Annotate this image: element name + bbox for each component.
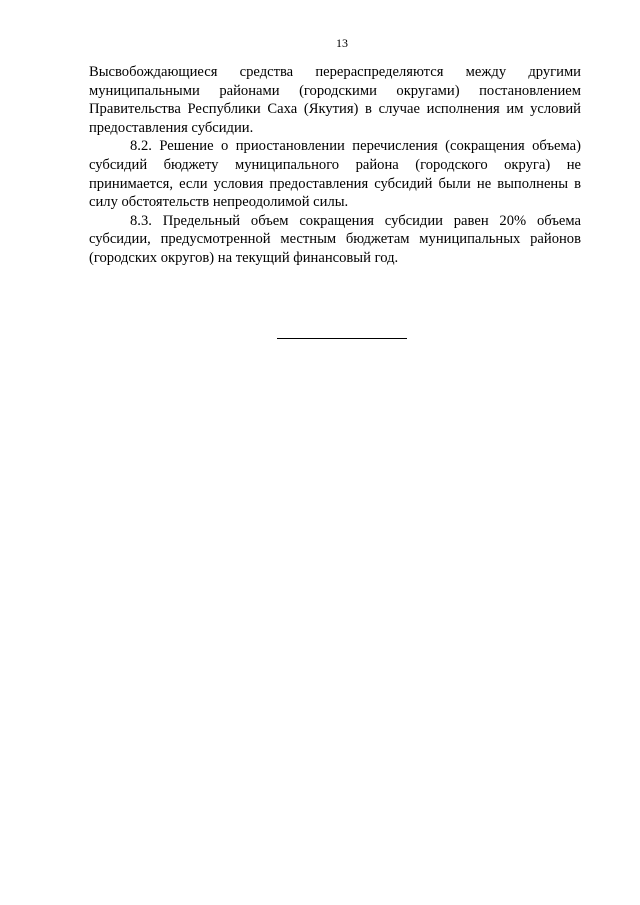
paragraph-continuation: Высвобождающиеся средства перераспределяются между другими муниципальными районами (городскими округами) постановлением Правительства Республики Саха (Якутия) в случае исполнения им условий предоставления субсидии.: [89, 64, 581, 136]
paragraph-8-2: 8.2. Решение о приостановлении перечисления (сокращения объема) субсидий бюджету муниципального района (городского округа) не принимается, если условия предоставления субсидий были не выполнены в силу обстоятельств непреодолимой силы.: [89, 138, 581, 211]
paragraph-8-3: 8.3. Предельный объем сокращения субсидии равен 20% объема субсидии, предусмотренной местным бюджетам муниципальных районов (городских округов) на текущий финансовый год.: [89, 212, 581, 266]
closing-separator-line: [277, 338, 407, 339]
document-body: [89, 63, 581, 268]
page-number: 13: [336, 36, 348, 50]
